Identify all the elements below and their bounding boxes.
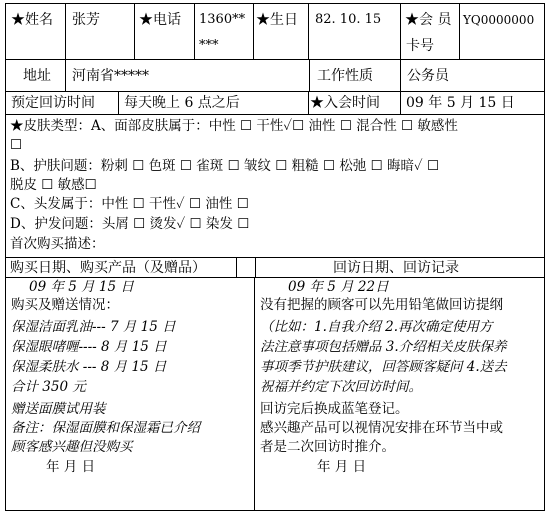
birthday-label: ★生日 [256, 12, 298, 28]
hair-problem-line: D、护发问题：头屑 ☐ 烫发✓ ☐ 染发 ☐ [10, 216, 250, 232]
skin-type-section [5, 114, 545, 258]
address-value-cell [65, 59, 310, 92]
purchase-date: 09 年 5 月 15 日 [29, 279, 134, 295]
visit-time-value-cell [118, 91, 309, 115]
member-card-value-cell [459, 3, 545, 60]
member-card-label-cell [400, 3, 460, 60]
phone-value-line1: 1360** [199, 12, 246, 27]
purchase-total: 合计 350 元 [11, 379, 86, 395]
skin-type-line-cont: ☐ [10, 137, 23, 153]
purchase-item: 保湿洁面乳油--- 7 月 15 日 [11, 319, 176, 335]
birthday-value: 82. 10. 15 [315, 12, 382, 27]
job-value: 公务员 [407, 68, 449, 84]
job-label-cell [309, 59, 401, 92]
skin-problem-line-cont: 脱皮 ☐ 敏感☐ [10, 177, 97, 193]
birthday-value-cell [308, 3, 401, 60]
purchase-header-cell [5, 257, 237, 278]
address-value: 河南省***** [72, 68, 149, 84]
phone-label-cell [134, 3, 195, 60]
purchase-item: 保湿柔肤水 --- 8 月 15 日 [11, 359, 167, 375]
join-time-value: 09 年 5 月 15 日 [406, 95, 515, 111]
phone-value-cell [194, 3, 254, 60]
birthday-label-cell [253, 3, 309, 60]
purchase-item: 保湿眼啫喱---- 8 月 15 日 [11, 339, 167, 355]
name-label-cell [5, 3, 66, 60]
followup-note-line: 感兴趣产品可以视情况安排在环节当中或 [260, 420, 503, 436]
name-value-cell [65, 3, 135, 60]
name-label: ★姓名 [11, 12, 53, 28]
purchase-body [5, 277, 255, 511]
member-card-label-line1: ★会 员 [405, 12, 452, 28]
followup-footer-date: 年 月 日 [317, 459, 367, 475]
skin-type-line: ★皮肤类型：A、面部皮肤属于：中性 ☐ 干性✓☐ 油性 ☐ 混合性 ☐ 敏感性 [10, 118, 458, 134]
job-label: 工作性质 [317, 68, 373, 84]
visit-time-label: 预定回访时间 [11, 95, 95, 111]
job-value-cell [400, 59, 545, 92]
name-value: 张芳 [72, 12, 100, 28]
purchase-footer-date: 年 月 日 [46, 459, 96, 475]
followup-note-line: （比如：1.自我介绍 2.再次确定使用方 [260, 319, 493, 335]
followup-note-line: 回访完后换成蓝笔登记。 [260, 401, 409, 417]
hair-type-line: C、头发属于：中性 ☐ 干性✓ ☐ 油性 ☐ [10, 196, 249, 212]
member-card-value: YQ0000000 [463, 13, 535, 27]
member-card-label-line2: 卡号 [406, 38, 434, 54]
join-time-value-cell [400, 91, 545, 115]
purchase-note-line2: 顾客感兴趣但没购买 [11, 439, 133, 455]
join-time-label-cell [308, 91, 401, 115]
phone-value-line2: *** [199, 38, 219, 53]
purchase-header: 购买日期、购买产品（及赠品） [10, 260, 206, 276]
first-purchase-label: 首次购买描述： [10, 236, 105, 252]
followup-date: 09 年 5 月 22日 [288, 279, 389, 295]
followup-header: 回访日期、回访记录 [333, 260, 459, 276]
phone-label: ★电话 [139, 12, 181, 28]
address-label-cell [5, 59, 66, 92]
followup-note-line: 法注意事项包括赠品 3.介绍相关皮肤保养 [260, 339, 507, 355]
purchase-intro: 购买及赠送情况： [11, 297, 119, 313]
purchase-note-line1: 备注：保湿面膜和保湿霜已介绍 [11, 420, 200, 436]
followup-note-line: 没有把握的顾客可以先用铅笔做回访提纲 [260, 297, 503, 313]
visit-time-label-cell [5, 91, 119, 115]
followup-note-line: 事项季节护肤建议，回答顾客疑问 4.送去 [260, 359, 507, 375]
followup-header-cell [255, 257, 545, 278]
followup-note-line: 者是二次回访时推介。 [260, 439, 395, 455]
skin-problem-line: B、护肤问题：粉刺 ☐ 色斑 ☐ 雀斑 ☐ 皱纹 ☐ 粗糙 ☐ 松弛 ☐ 晦暗✓ ☐ [10, 158, 440, 174]
followup-body [254, 277, 545, 511]
address-label: 地址 [23, 68, 51, 84]
visit-time-value: 每天晚上 6 点之后 [124, 95, 240, 111]
followup-note-line: 祝福并约定下次回访时间。 [260, 379, 422, 395]
purchase-gift: 赠送面膜试用装 [11, 401, 106, 417]
join-time-label: ★入会时间 [310, 95, 380, 111]
